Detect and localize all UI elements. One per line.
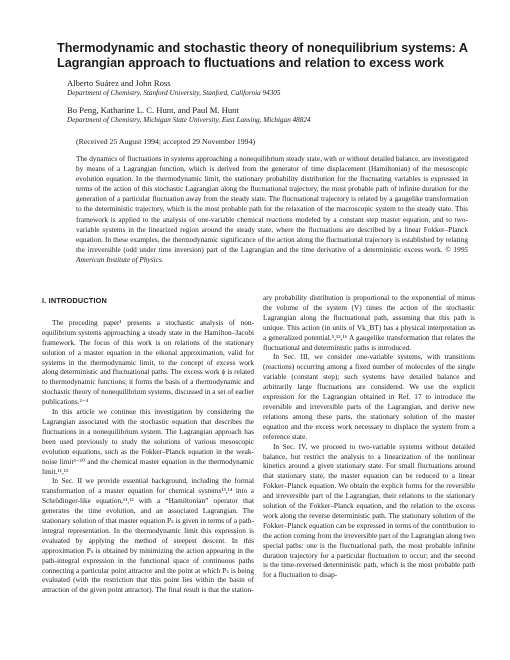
author-names: Alberto Suárez and John Ross [67, 78, 171, 88]
body-paragraph: In Sec. IV, we proceed to two-variable systems without detailed balance, but restrict the analysis to a linearization of the nonlinear kinetics around a given stationary state. For small fluctuations around that stationary state, the master equation can be reduced to a linear Fokker–Planck equation. We obtain the explicit forms for the reversible and irreversible part of the Lagrangian, their relations to the stationary solution of the Fokker–Planck equation, and the relation to the excess work along the reverse deterministic path. The stationary solution of the Fokker–Planck equation can be expressed in terms of the contribution to the action coming from the irreversible part of the Lagrangian along two special paths: one is the fluctuational path, the most probable infinite duration trajectory for a particular fluctuation to occur; and the second is the time-reversed deterministic path, which is the most probable path for a fluctuation to disap- [263, 441, 475, 580]
author-block-stanford [67, 78, 487, 98]
body-paragraph: ary probability distribution is proportional to the exponential of minus the volume of the system (V) times the action of the stochastic Lagrangian along the fluctuational path, assuming that this path is unique. This action (in units of Vk_BT) has a physical interpretation as a generalized potential.⁵,¹⁵,¹⁶ A gaugelike transformation that relates the fluctuational and deterministic paths is introduced. [263, 293, 475, 352]
article-title: Thermodynamic and stochastic theory of nonequilibrium systems: A Lagrangian approach to fluctuations and relation to excess work [57, 41, 468, 70]
author-affiliation: Department of Chemistry, Stanford University, Stanford, California 94305 [67, 89, 281, 97]
abstract [76, 154, 468, 265]
section-heading: I. INTRODUCTION [42, 296, 108, 305]
author-names: Bo Peng, Katharine L. C. Hunt, and Paul M. Hunt [67, 105, 239, 115]
right-column [263, 293, 475, 580]
body-paragraph: In Sec. III, we consider one-variable systems, with transitions (reactions) occurring among a fixed number of molecules of the single variable (constant step); such systems have detailed balance and arbitrarily large fluctuations are considered. We use the explicit expression for the Lagrangian obtained in Ref. 17 to introduce the reversible and irreversible parts of the Lagrangian, and derive new relations among these parts, the stationary solution of the master equation and the excess work necessary to displace the system from a reference state. [263, 352, 475, 441]
copyright-notice: © 1995 American Institute of Physics. [76, 244, 468, 264]
author-block-michigan [67, 105, 487, 125]
body-paragraph: In Sec. II we provide essential background, including the formal transformation of a master equation for chemical systems¹³,¹⁴ into a Schrödinger-like equation,¹¹,¹² with a “Hamiltonian” operator that generates the time evolution, and an associated Lagrangian. The stationary solution of that master equation Pₛ is given in terms of a path-integral representation. In the thermodynamic limit this expression is evaluated by applying the method of steepest descent. In this approximation Pₛ is obtained by minimizing the action appearing in the path-integral expression in the functional space of continuous paths connecting a particular point attractor and the point at which Pₛ is being evaluated (with the restriction that this point lies within the basin of attraction of the given point attractor). The final result is that the station- [42, 476, 254, 595]
left-column [42, 296, 254, 595]
body-paragraph: In this article we continue this investigation by considering the Lagrangian associated with the stochastic equation that describes the fluctuations in a nonequilibrium system. The Lagrangian approach has been used previously to study the solutions of various mesoscopic evolution equations, such as the Fokker–Planck equation in the weak-noise limit⁵⁻¹⁰ and the chemical master equation in the thermodynamic limit.¹¹,¹² [42, 407, 254, 476]
received-dates: (Received 25 August 1994; accepted 29 November 1994) [76, 137, 256, 146]
author-affiliation: Department of Chemistry, Michigan State University, East Lansing, Michigan 48824 [67, 116, 311, 124]
body-paragraph: The preceding paper¹ presents a stochastic analysis of non-equilibrium systems approaching a steady state in the Hamilton–Jacobi framework. The focus of this work is on relations of the stationary solution of a master equation in the eikonal approximation, valid for systems in the thermodynamic limit, to the concept of excess work along deterministic and fluctuational paths. The excess work ϕ is related to thermodynamic functions; it forms the basis of a thermodynamic and stochastic theory of nonequilibrium systems, discussed in a set of earlier publications.²⁻⁴ [42, 317, 254, 407]
abstract-text: The dynamics of fluctuations in systems approaching a nonequilibrium steady state, with or without detailed balance, are investigated by means of a Lagrangian function, which is derived from the generator of time displacement (Hamiltonian) of the mesoscopic evolution equation. In the thermodynamic limit, the stationary probability distribution for the fluctuating variables is expressed in terms of the action of this stochastic Lagrangian along the fluctuational trajectory, the most probable path of infinite duration for the generation of a particular fluctuation away from the steady state. The fluctuational trajectory is related by a gaugelike transformation to the deterministic trajectory, which is the most probable path for the relaxation of the macroscopic system to the steady state. This framework is applied to the analysis of one-variable chemical reactions modeled by a constant step master equation, and to two-variable systems in the linearized region around the steady state, where the fluctuations are described by a linear Fokker–Planck equation. In these examples, the thermodynamic significance of the action along the fluctuational trajectory is established by relating the irreversible (odd under time inversion) part of the Lagrangian and the time derivative of a deterministic excess work. [76, 154, 468, 254]
